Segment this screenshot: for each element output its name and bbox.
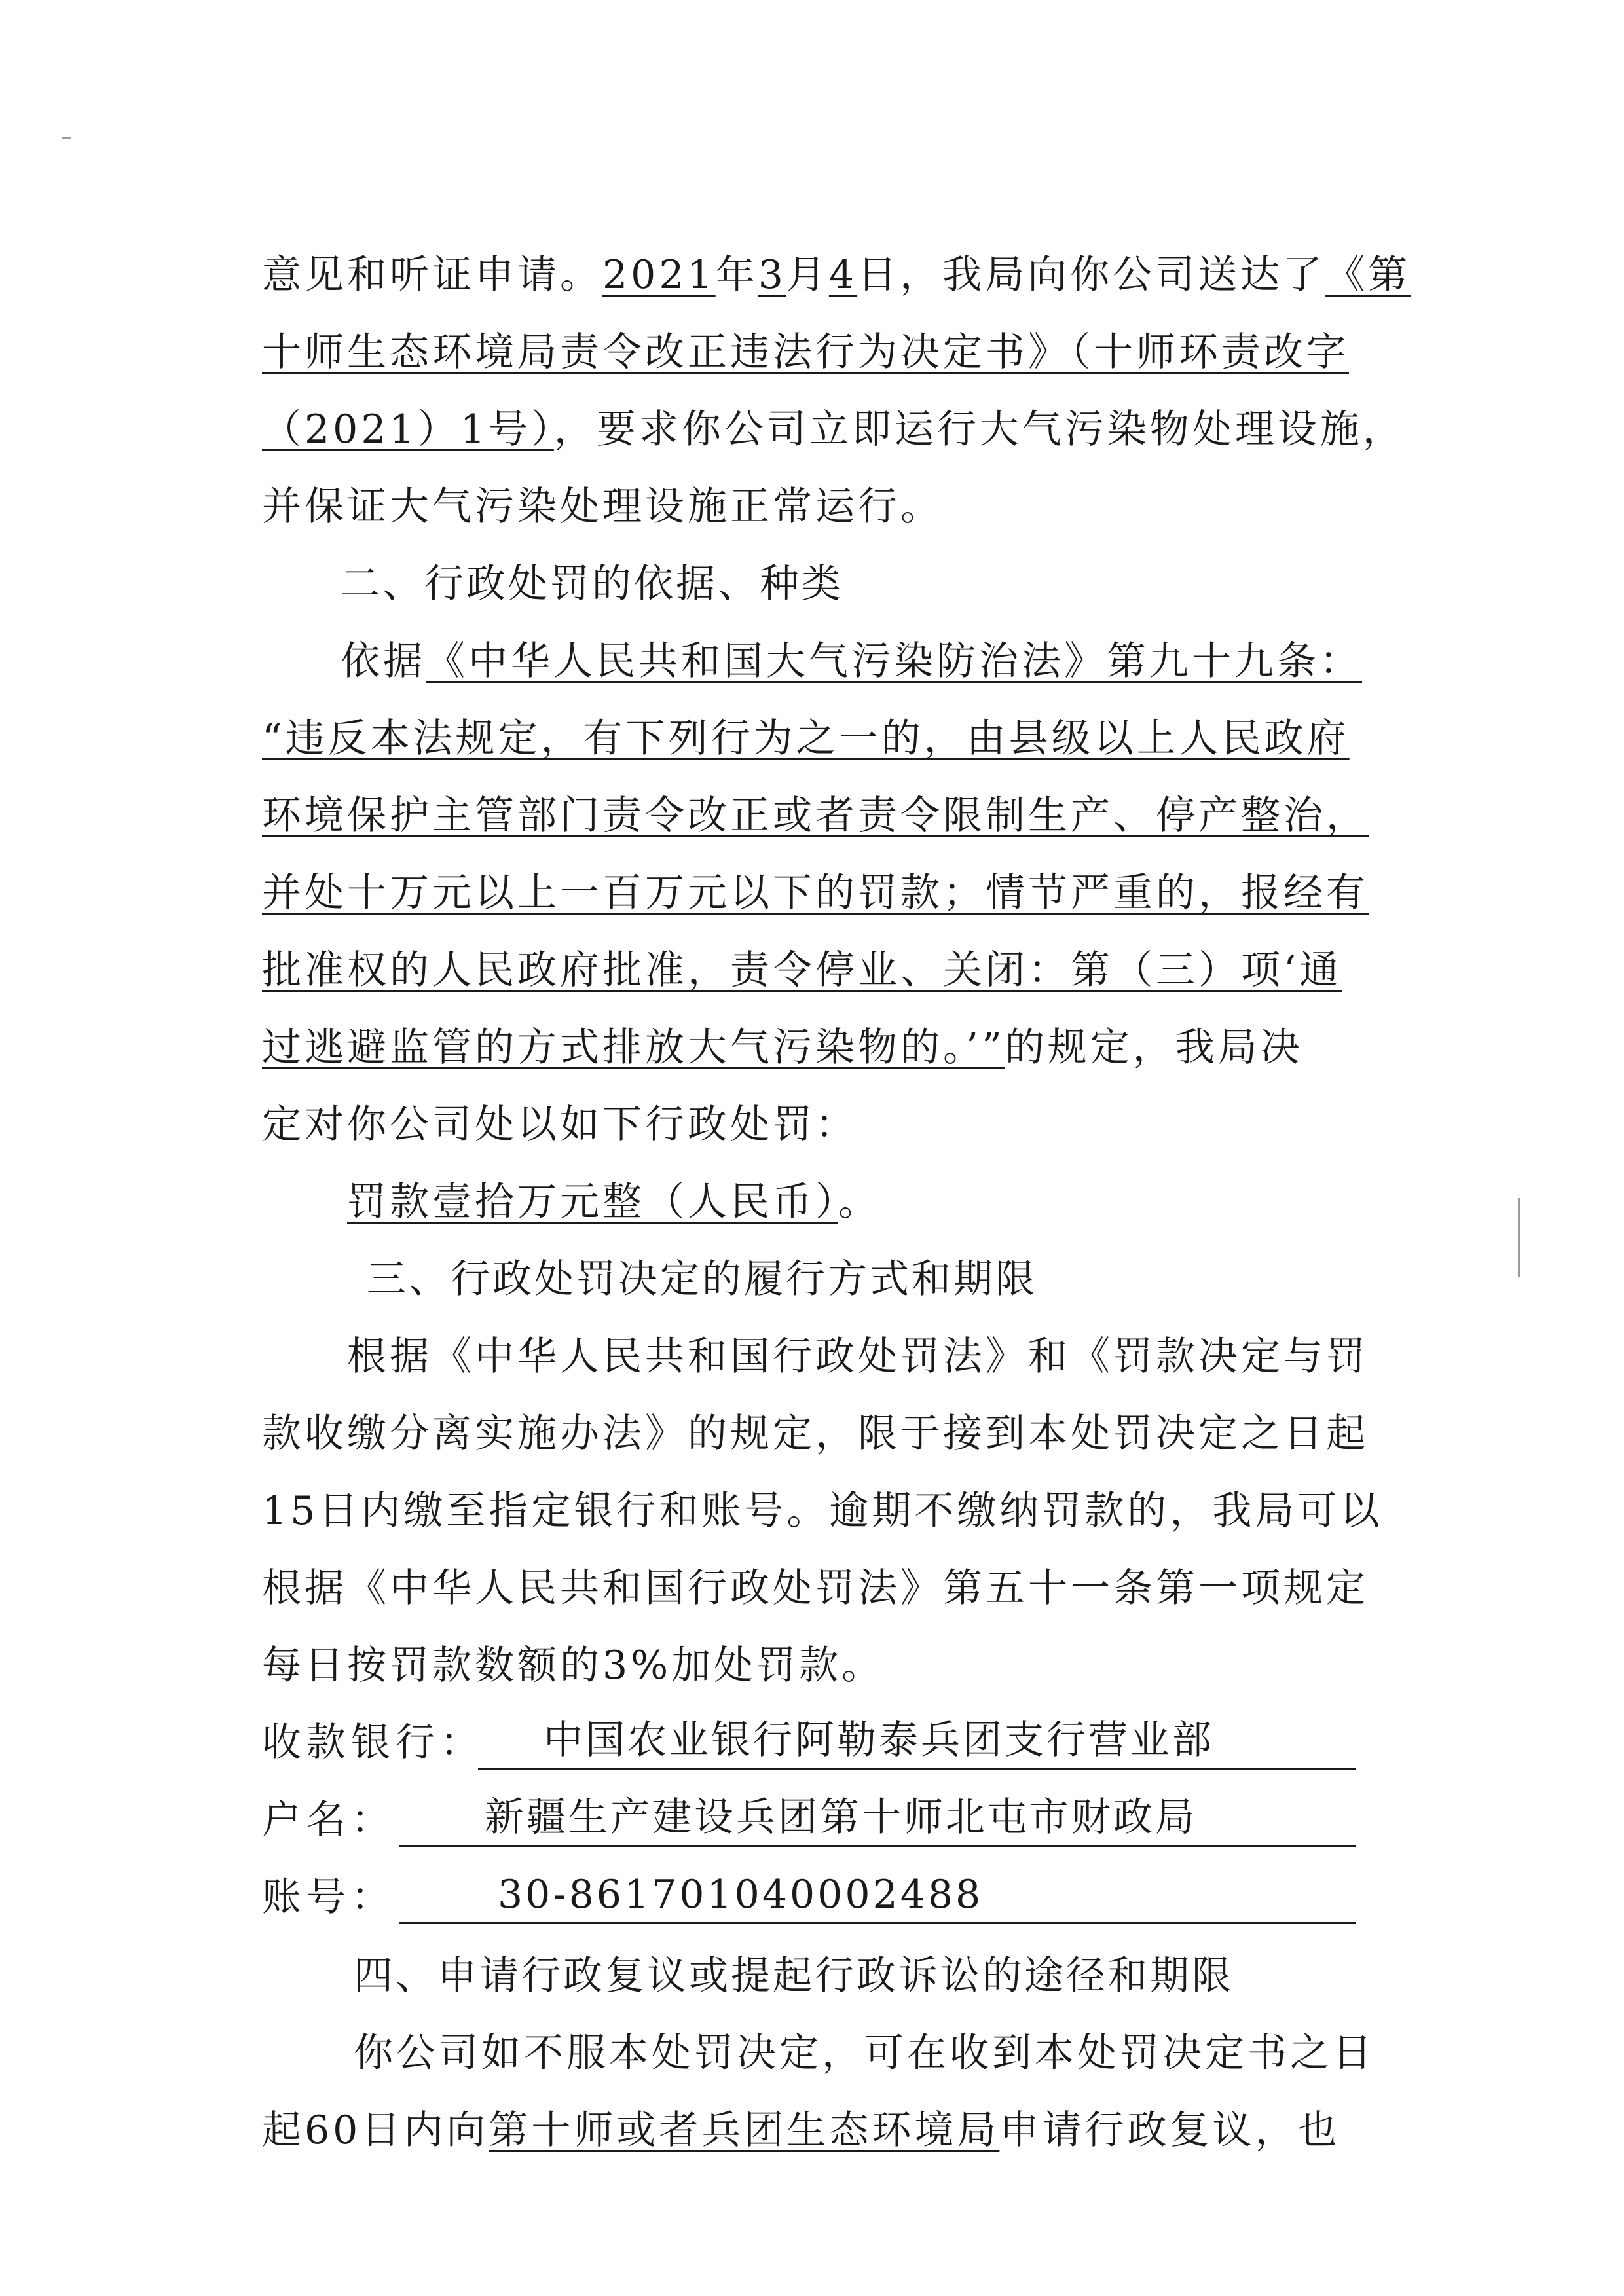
- account-name-underline: [399, 1845, 1356, 1847]
- date-day: 4: [828, 252, 858, 298]
- paragraph-line: [262, 1643, 885, 1688]
- text-segment: 意见和听证申请。: [262, 252, 602, 298]
- document-number-ref: （2021）1号）: [262, 407, 554, 452]
- date-year: 2021: [602, 252, 716, 298]
- paragraph-line: [347, 1334, 1369, 1379]
- authority-ref: 第十师或者兵团生态环境局: [489, 2107, 1000, 2153]
- section-heading: [341, 561, 843, 607]
- account-number-underline: [399, 1922, 1356, 1924]
- paragraph-line: [262, 793, 1369, 839]
- penalty-line: [347, 1179, 881, 1225]
- law-quote: 环境保护主管部门责令改正或者责令限制生产、停产整治，: [262, 793, 1369, 839]
- paragraph-line: [262, 1411, 1369, 1457]
- document-title-ref: 十师生态环境局责令改正违法行为决定书》: [262, 329, 1071, 375]
- penalty-amount: 罚款壹拾万元整（人民币）: [347, 1179, 838, 1225]
- text-segment: 并保证大气污染处理设施正常运行。: [262, 484, 943, 530]
- text-segment: 申请行政复议，也: [999, 2107, 1340, 2153]
- paragraph-line: [262, 252, 1411, 298]
- paragraph-line: [262, 947, 1342, 993]
- paragraph-line: [262, 1488, 1383, 1534]
- account-number-label: 账号：: [262, 1874, 396, 1920]
- text-segment: 15日内缴至指定银行和账号。逾期不缴纳罚款的，我局可以: [262, 1488, 1383, 1534]
- bank-value: 中国农业银行阿勒泰兵团支行营业部: [544, 1717, 1214, 1763]
- scan-edge-mark: [62, 137, 71, 139]
- text-segment: 月: [786, 252, 829, 298]
- text-segment: 起60日内向: [262, 2107, 489, 2153]
- law-quote: 批准权的人民政府批准，责令停业、关闭：第（三）项‘通: [262, 947, 1342, 993]
- heading-text: 四、申请行政复议或提起行政诉讼的途径和期限: [354, 1953, 1234, 1999]
- text-segment: 你公司如不服本处罚决定，可在收到本处罚决定书之日: [354, 2030, 1375, 2076]
- text-segment: 根据《中华人民共和国行政处罚法》和《罚款决定与罚: [347, 1334, 1369, 1379]
- law-quote: 过逃避监管的方式排放大气污染物的。’”: [262, 1025, 1005, 1070]
- heading-text: 二、行政处罚的依据、种类: [341, 561, 843, 607]
- account-name-value: 新疆生产建设兵团第十师北屯市财政局: [485, 1795, 1197, 1840]
- text-segment: ，要求你公司立即运行大气污染物处理设施，: [553, 407, 1405, 452]
- law-ref: 《中华人民共和国大气污染防治法》第九十九条：: [426, 638, 1362, 684]
- paragraph-line: [262, 1102, 858, 1148]
- bank-underline: [478, 1768, 1356, 1770]
- law-quote: “违反本法规定，有下列行为之一的，由县级以上人民政府: [262, 716, 1350, 761]
- text-segment: 根据《中华人民共和国行政处罚法》第五十一条第一项规定: [262, 1565, 1369, 1611]
- text-segment: 的规定，我局决: [1005, 1025, 1303, 1070]
- section-heading: [354, 1953, 1234, 1999]
- bank-label: 收款银行：: [262, 1720, 485, 1766]
- document-title-ref: 《第: [1325, 252, 1411, 298]
- paragraph-line: [262, 716, 1350, 761]
- scan-edge-mark: [1518, 1198, 1520, 1277]
- text-segment: 款收缴分离实施办法》的规定，限于接到本处罚决定之日起: [262, 1411, 1369, 1457]
- paragraph-line: [262, 870, 1369, 916]
- paragraph-line: [262, 329, 1349, 375]
- date-month: 3: [758, 252, 786, 298]
- paragraph-line: [262, 2107, 1340, 2153]
- text-segment: 年: [715, 252, 758, 298]
- text-segment: 依据: [341, 638, 426, 684]
- text-segment: 每日按罚款数额的3%加处罚款。: [262, 1643, 885, 1688]
- heading-text: 三、行政处罚决定的履行方式和期限: [367, 1256, 1037, 1302]
- paragraph-line: [262, 1025, 1303, 1070]
- account-name-label: 户名：: [262, 1797, 396, 1843]
- paragraph-line: [262, 1565, 1369, 1611]
- document-number-ref: （十师环责改字: [1071, 329, 1349, 375]
- paragraph-line: [341, 638, 1362, 684]
- account-number-value: 30-861701040002488: [498, 1872, 984, 1918]
- text-segment: 日，我局向你公司送达了: [857, 252, 1326, 298]
- text-segment: 。: [838, 1179, 881, 1225]
- paragraph-line: [262, 407, 1405, 452]
- paragraph-line: [262, 484, 943, 530]
- section-heading: [367, 1256, 1037, 1302]
- text-segment: 定对你公司处以如下行政处罚：: [262, 1102, 858, 1148]
- paragraph-line: [354, 2030, 1375, 2076]
- law-quote: 并处十万元以上一百万元以下的罚款；情节严重的，报经有: [262, 870, 1369, 916]
